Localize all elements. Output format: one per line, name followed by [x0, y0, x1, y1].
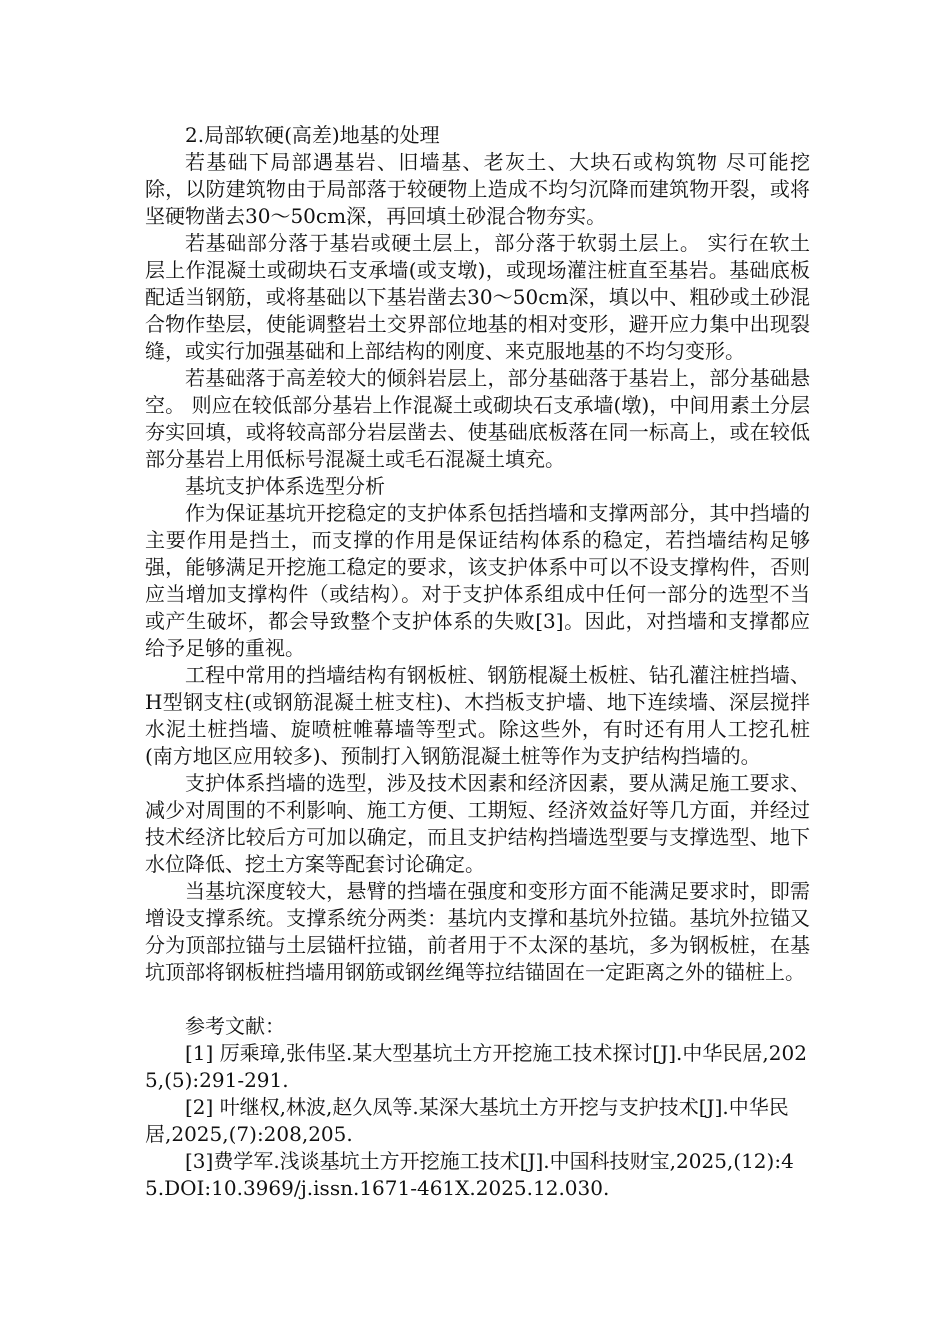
section-heading: 基坑支护体系选型分析 — [185, 474, 385, 498]
section-support-system — [145, 473, 810, 986]
references-section — [145, 1013, 810, 1202]
paragraph: 若基础下局部遇基岩、旧墙基、老灰土、大块石或构筑物 尽可能挖除，以防建筑物由于局部落于较硬物上造成不均匀沉降而建筑物开裂，或将坚硬物凿去30～50cm深，再回填土砂混合物夯实。 — [145, 150, 810, 228]
paragraph: 若基础落于高差较大的倾斜岩层上，部分基础落于基岩上，部分基础悬空。 则应在较低部分基岩上作混凝土或砌块石支承墙(墩)，中间用素土分层夯实回填，或将较高部分岩层凿去、使基础底板落在同一标高上，或在较低部分基岩上用低标号混凝土或毛石混凝土填充。 — [145, 366, 810, 471]
section-soft-hard-foundation — [145, 122, 810, 473]
section-heading: 2.局部软硬(高差)地基的处理 — [185, 123, 440, 147]
paragraph: 工程中常用的挡墙结构有钢板桩、钢筋棍凝土板桩、钻孔灌注桩挡墙、H型钢支柱(或钢筋混凝土桩支柱)、木挡板支护墙、地下连续墙、深层搅拌水泥土桩挡墙、旋喷桩帷幕墙等型式。除这些外，有时还有用人工挖孔桩(南方地区应用较多)、预制打入钢筋混凝土桩等作为支护结构挡墙的。 — [145, 663, 810, 768]
document-page — [145, 122, 810, 1202]
reference-item: [1] 厉乘璋,张伟坚.某大型基坑土方开挖施工技术探讨[J].中华民居,2025,(5):291-291. — [145, 1041, 807, 1092]
paragraph: 当基坑深度较大，悬臂的挡墙在强度和变形方面不能满足要求时，即需增设支撑系统。支撑系统分两类：基坑内支撑和基坑外拉锚。基坑外拉锚又分为顶部拉锚与土层锚杆拉锚，前者用于不太深的基坑，多为钢板桩，在基坑顶部将钢板桩挡墙用钢筋或钢丝绳等拉结锚固在一定距离之外的锚桩上。 — [145, 879, 810, 984]
paragraph: 支护体系挡墙的选型，涉及技术因素和经济因素，要从满足施工要求、减少对周围的不利影响、施工方便、工期短、经济效益好等几方面，并经过技术经济比较后方可加以确定，而且支护结构挡墙选型要与支撑选型、地下水位降低、挖土方案等配套讨论确定。 — [145, 771, 810, 876]
paragraph: 作为保证基坑开挖稳定的支护体系包括挡墙和支撑两部分，其中挡墙的主要作用是挡土，而支撑的作用是保证结构体系的稳定，若挡墙结构足够强，能够满足开挖施工稳定的要求，该支护体系中可以不设支撑构件，否则应当增加支撑构件（或结构）。对于支护体系组成中任何一部分的选型不当或产生破坏，都会导致整个支护体系的失败[3]。因此，对挡墙和支撑都应给予足够的重视。 — [145, 501, 810, 660]
paragraph: 若基础部分落于基岩或硬土层上，部分落于软弱土层上。 实行在软土层上作混凝土或砌块石支承墙(或支墩)，或现场灌注桩直至基岩。基础底板配适当钢筋，或将基础以下基岩凿去30～50cm深，填以中、粗砂或土砂混合物作垫层，使能调整岩土交界部位地基的相对变形，避开应力集中出现裂缝，或实行加强基础和上部结构的刚度、来克服地基的不均匀变形。 — [145, 231, 810, 363]
reference-item: [2] 叶继权,林波,赵久凤等.某深大基坑土方开挖与支护技术[J].中华民居,2025,(7):208,205. — [145, 1095, 789, 1146]
references-heading: 参考文献： — [185, 1014, 285, 1038]
reference-item: [3]费学军.浅谈基坑土方开挖施工技术[J].中国科技财宝,2025,(12):45.DOI:10.3969/j.issn.1671-461X.2025.12.030. — [145, 1149, 794, 1200]
